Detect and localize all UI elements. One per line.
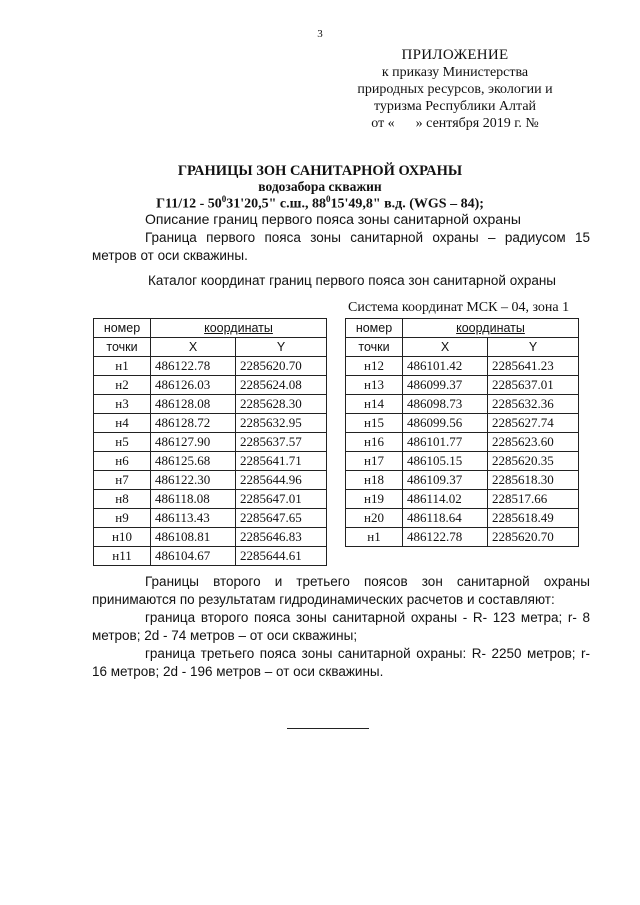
point-cell: н1 xyxy=(94,357,151,376)
point-cell: н16 xyxy=(346,433,403,452)
coordinates-table-left xyxy=(93,318,327,566)
x-cell: 486114.02 xyxy=(403,490,488,509)
table-row xyxy=(94,471,327,490)
x-cell: 486118.64 xyxy=(403,509,488,528)
y-cell: 2285628.30 xyxy=(236,395,327,414)
well-coordinates xyxy=(0,194,640,213)
point-cell: н9 xyxy=(94,509,151,528)
table-row xyxy=(94,528,327,547)
point-cell: н20 xyxy=(346,509,403,528)
y-cell: 2285620.70 xyxy=(488,528,579,547)
point-cell: н10 xyxy=(94,528,151,547)
table-row xyxy=(346,433,579,452)
document-subtitle: водозабора скважин xyxy=(258,179,382,194)
table-row xyxy=(346,376,579,395)
y-cell: 2285623.60 xyxy=(488,433,579,452)
header-y: Y xyxy=(488,338,579,357)
point-cell: н3 xyxy=(94,395,151,414)
y-cell: 2285637.01 xyxy=(488,376,579,395)
y-cell: 2285620.70 xyxy=(236,357,327,376)
table-row xyxy=(346,471,579,490)
table-row xyxy=(346,395,579,414)
coordinates-table-right xyxy=(345,318,579,547)
y-cell: 2285632.95 xyxy=(236,414,327,433)
x-cell: 486101.77 xyxy=(403,433,488,452)
table-subheader-row xyxy=(346,338,579,357)
y-cell: 2285647.65 xyxy=(236,509,327,528)
table-row xyxy=(94,452,327,471)
x-cell: 486104.67 xyxy=(151,547,236,566)
y-cell: 228517.66 xyxy=(488,490,579,509)
page-number: 3 xyxy=(317,28,323,40)
table-header-row xyxy=(346,319,579,338)
table-subheader-row xyxy=(94,338,327,357)
zone3-text: граница третьего пояса зоны санитарной охраны: R- 2250 метров; r- 16 метров; 2d - 196 метров – от оси скважины. xyxy=(92,646,590,679)
x-cell: 486122.78 xyxy=(403,528,488,547)
x-cell: 486099.56 xyxy=(403,414,488,433)
y-cell: 2285624.08 xyxy=(236,376,327,395)
degree-sign-lat: 0 xyxy=(221,194,227,204)
point-cell: н5 xyxy=(94,433,151,452)
y-cell: 2285647.01 xyxy=(236,490,327,509)
header-coordinates: координаты xyxy=(403,319,579,338)
document-title: ГРАНИЦЫ ЗОН САНИТАРНОЙ ОХРАНЫ xyxy=(177,163,463,179)
x-cell: 486122.78 xyxy=(151,357,236,376)
table-row xyxy=(346,452,579,471)
degree-sign-lon: 0 xyxy=(325,194,331,204)
table-row xyxy=(94,547,327,566)
header-x: X xyxy=(151,338,236,357)
table-row xyxy=(346,528,579,547)
y-cell: 2285618.30 xyxy=(488,471,579,490)
appendix-line-4: от « » сентября 2019 г. № xyxy=(371,116,539,131)
table-row xyxy=(94,414,327,433)
y-cell: 2285644.96 xyxy=(236,471,327,490)
y-cell: 2285632.36 xyxy=(488,395,579,414)
table-row xyxy=(346,357,579,376)
appendix-line-1: к приказу Министерства xyxy=(381,65,529,80)
x-cell: 486126.03 xyxy=(151,376,236,395)
table-row xyxy=(94,376,327,395)
appendix-line-2: природных ресурсов, экологии и xyxy=(357,82,553,97)
catalog-heading: Каталог координат границ первого пояса зон санитарной охраны xyxy=(148,273,557,288)
y-cell: 2285646.83 xyxy=(236,528,327,547)
point-cell: н8 xyxy=(94,490,151,509)
point-cell: н2 xyxy=(94,376,151,395)
latitude-rest: 31'20,5" с.ш., 88 xyxy=(226,196,326,212)
table-row xyxy=(94,357,327,376)
x-cell: 486113.43 xyxy=(151,509,236,528)
point-cell: н12 xyxy=(346,357,403,376)
table-row xyxy=(346,414,579,433)
y-cell: 2285644.61 xyxy=(236,547,327,566)
header-x: X xyxy=(403,338,488,357)
table-row xyxy=(346,490,579,509)
y-cell: 2285618.49 xyxy=(488,509,579,528)
zone2-paragraph xyxy=(92,609,590,645)
point-cell: н6 xyxy=(94,452,151,471)
x-cell: 486108.81 xyxy=(151,528,236,547)
point-cell: н17 xyxy=(346,452,403,471)
y-cell: 2285637.57 xyxy=(236,433,327,452)
x-cell: 486128.08 xyxy=(151,395,236,414)
point-cell: н13 xyxy=(346,376,403,395)
y-cell: 2285641.71 xyxy=(236,452,327,471)
x-cell: 486125.68 xyxy=(151,452,236,471)
zone3-paragraph xyxy=(92,645,590,681)
x-cell: 486099.37 xyxy=(403,376,488,395)
header-point-number: номер xyxy=(94,319,151,338)
point-cell: н19 xyxy=(346,490,403,509)
x-cell: 486122.30 xyxy=(151,471,236,490)
point-cell: н18 xyxy=(346,471,403,490)
header-y: Y xyxy=(236,338,327,357)
point-cell: н14 xyxy=(346,395,403,414)
longitude-rest: 15'49,8" в.д. (WGS – 84); xyxy=(330,196,484,212)
table-row xyxy=(94,509,327,528)
point-cell: н11 xyxy=(94,547,151,566)
point-cell: н4 xyxy=(94,414,151,433)
y-cell: 2285620.35 xyxy=(488,452,579,471)
well-code: Г11/12 - 50 xyxy=(156,196,222,212)
appendix-block xyxy=(330,47,580,132)
coordinate-system: Система координат МСК – 04, зона 1 xyxy=(348,300,570,315)
zone1-text: Граница первого пояса зоны санитарной охраны – радиусом 15 метров от оси скважины. xyxy=(92,230,590,263)
x-cell: 486118.08 xyxy=(151,490,236,509)
zone1-heading: Описание границ первого пояса зоны санитарной охраны xyxy=(145,211,521,227)
table-row xyxy=(346,509,579,528)
appendix-title: ПРИЛОЖЕНИЕ xyxy=(401,47,509,63)
y-cell: 2285627.74 xyxy=(488,414,579,433)
x-cell: 486101.42 xyxy=(403,357,488,376)
table-row xyxy=(94,433,327,452)
x-cell: 486109.37 xyxy=(403,471,488,490)
signature-line xyxy=(287,728,369,729)
header-coordinates: координаты xyxy=(151,319,327,338)
point-cell: н7 xyxy=(94,471,151,490)
x-cell: 486128.72 xyxy=(151,414,236,433)
x-cell: 486127.90 xyxy=(151,433,236,452)
header-point-number: номер xyxy=(346,319,403,338)
header-point-label: точки xyxy=(94,338,151,357)
header-point-label: точки xyxy=(346,338,403,357)
x-cell: 486098.73 xyxy=(403,395,488,414)
zone1-paragraph xyxy=(92,229,590,265)
point-cell: н1 xyxy=(346,528,403,547)
table-row xyxy=(94,490,327,509)
appendix-line-3: туризма Республики Алтай xyxy=(373,99,537,114)
point-cell: н15 xyxy=(346,414,403,433)
zone2-text: граница второго пояса зоны санитарной охраны - R- 123 метра; r- 8 метров; 2d - 74 метров – от оси скважины; xyxy=(92,610,590,643)
zones-2-3-paragraph xyxy=(92,573,590,609)
table-header-row xyxy=(94,319,327,338)
table-row xyxy=(94,395,327,414)
x-cell: 486105.15 xyxy=(403,452,488,471)
zones-2-3-text: Границы второго и третьего поясов зон санитарной охраны принимаются по результатам гидродинамических расчетов и составляют: xyxy=(92,574,590,607)
y-cell: 2285641.23 xyxy=(488,357,579,376)
